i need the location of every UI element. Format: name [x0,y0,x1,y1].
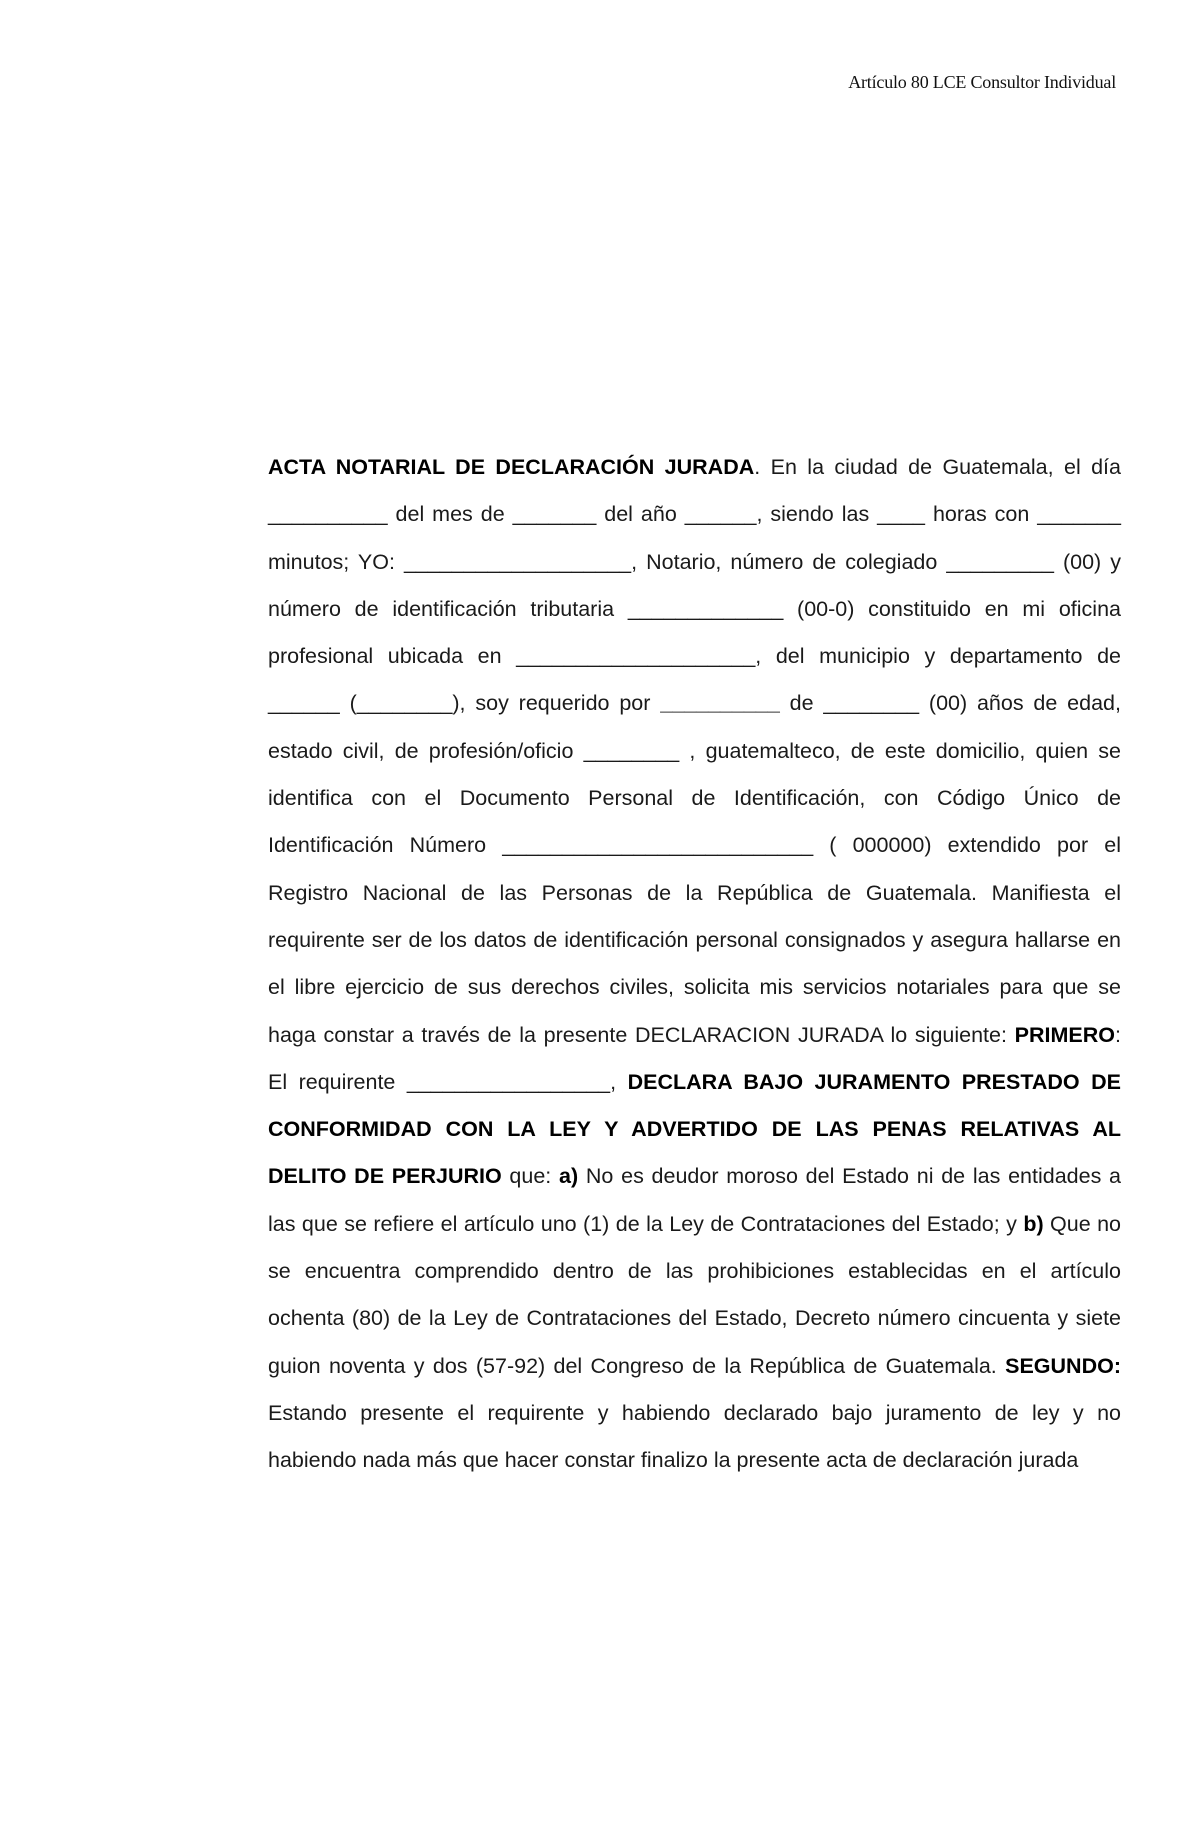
personal-data-text: de ________ (00) años de edad, estado civil, de profesión/oficio ________ , guatemalteco, de este domicilio, quien se identifica con el Documento Personal de Identificación, con Código Único de Identificación Número __________________________ ( 000000) extendido por el Registro Nacional de las Personas de la República de Guatemala. Manifiesta el requirente ser de los datos de identificación personal consignados y asegura hallarse en el libre ejercicio de sus derechos civiles, solicita mis servicios notariales para que se haga constar a través de la presente DECLARACION JURADA lo siguiente: [268,691,1121,1047]
item-b-text: Que no se encuentra comprendido dentro de las prohibiciones establecidas en el artículo ochenta (80) de la Ley de Contrataciones del Estado, Decreto número cincuenta y siete guion noventa y dos (57-92) del Congreso de la República de Guatemala. [268,1211,1122,1378]
oath-que: que: [501,1164,560,1189]
header-note: Artículo 80 LCE Consultor Individual [848,72,1116,92]
item-a-label: a) [559,1164,579,1189]
intro-text: . En la ciudad de Guatemala, el día __________ del mes de _______ del año ______, siendo las ____ horas con _______ minutos; YO: ___________________, Notario, número de colegiado _________ (00) y número de identificación tributaria _____________ (00-0) constituido en mi oficina profesional ubicada en ____________________, del municipio y departamento de ______ (________), soy requerido por [268,455,1121,716]
first-clause-intro: : El requirente _________________, [268,1022,1121,1094]
first-clause-label: PRIMERO [1014,1022,1116,1047]
second-clause-text: Estando presente el requirente y habiendo declarado bajo juramento de ley y no habiendo nada más que hacer constar finalizo la presente acta de declaración jurada [268,1400,1121,1473]
item-a-text: No es deudor moroso del Estado ni de las entidades a las que se refiere el artículo uno (1) de la Ley de Contrataciones del Estado; y [268,1164,1122,1236]
document-title: ACTA NOTARIAL DE DECLARACIÓN JURADA [268,455,755,479]
item-b-label: b) [1023,1211,1044,1236]
affidavit-body [268,444,1121,1485]
oath-statement: DECLARA BAJO JURAMENTO PRESTADO DE CONFORMIDAD CON LA LEY Y ADVERTIDO DE LAS PENAS RELATIVAS AL DELITO DE PERJURIO [268,1069,1121,1189]
requirer-blank: __________ [660,691,780,716]
second-clause-label: SEGUNDO: [1005,1353,1121,1378]
